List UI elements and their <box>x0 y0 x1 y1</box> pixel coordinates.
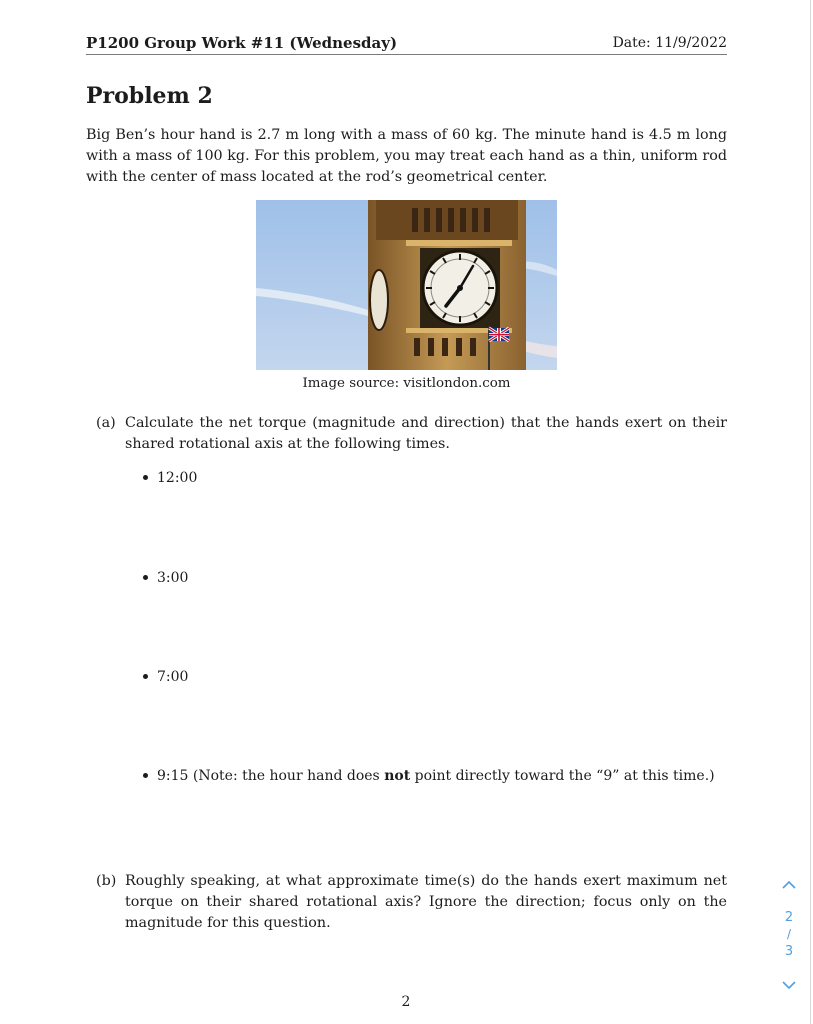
bullet-dot <box>143 674 148 679</box>
part-a <box>96 413 727 455</box>
time-label: 3:00 <box>157 570 189 586</box>
image-caption: Image source: visitlondon.com <box>302 376 511 391</box>
time-bullet-4 <box>143 768 715 784</box>
page-separator: / <box>786 927 792 941</box>
part-b-label: (b) <box>96 873 117 889</box>
problem-intro: Big Ben’s hour hand is 2.7 m long with a mass of 60 kg. The minute hand is 4.5 m long with a mass of 100 kg. For this problem, you may treat each hand as a thin, uniform rod with the center of mass located at the rod’s geometrical center. <box>86 127 727 185</box>
current-page-indicator: 2 <box>784 910 794 925</box>
problem-title: Problem 2 <box>86 83 213 109</box>
chevron-down-icon <box>781 979 797 991</box>
next-page-button[interactable] <box>776 976 802 994</box>
part-b <box>96 871 727 934</box>
bullet-dot <box>143 773 148 778</box>
part-a-label: (a) <box>96 415 116 431</box>
time-label: 12:00 <box>157 470 198 486</box>
part-b-text: Roughly speaking, at what approximate time(s) do the hands exert maximum net torque on their shared rotational axis? Ignore the direction; focus only on the magnitude for this question. <box>125 873 727 931</box>
note-suffix: point directly toward the “9” at this time.) <box>410 768 715 784</box>
bullet-dot <box>143 575 148 580</box>
header-date: Date: 11/9/2022 <box>612 35 727 51</box>
page-header <box>86 34 727 55</box>
time-bullet-3 <box>143 669 188 685</box>
chevron-up-icon <box>781 879 797 891</box>
time-bullet-1 <box>143 470 197 486</box>
viewer-edge <box>810 0 811 1024</box>
big-ben-photo <box>256 200 557 370</box>
part-a-text: Calculate the net torque (magnitude and direction) that the hands exert on their shared rotational axis at the following times. <box>125 415 727 452</box>
bullet-dot <box>143 475 148 480</box>
note-emphasis: not <box>384 768 411 784</box>
time-bullet-2 <box>143 570 188 586</box>
clock-tower-illustration <box>256 200 557 370</box>
header-course-title: P1200 Group Work #11 (Wednesday) <box>86 34 398 52</box>
previous-page-button[interactable] <box>776 876 802 894</box>
total-pages-indicator: 3 <box>784 944 794 959</box>
time-label: 7:00 <box>157 669 189 685</box>
note-prefix: 9:15 (Note: the hour hand does <box>157 768 385 784</box>
page-number: 2 <box>401 994 411 1010</box>
